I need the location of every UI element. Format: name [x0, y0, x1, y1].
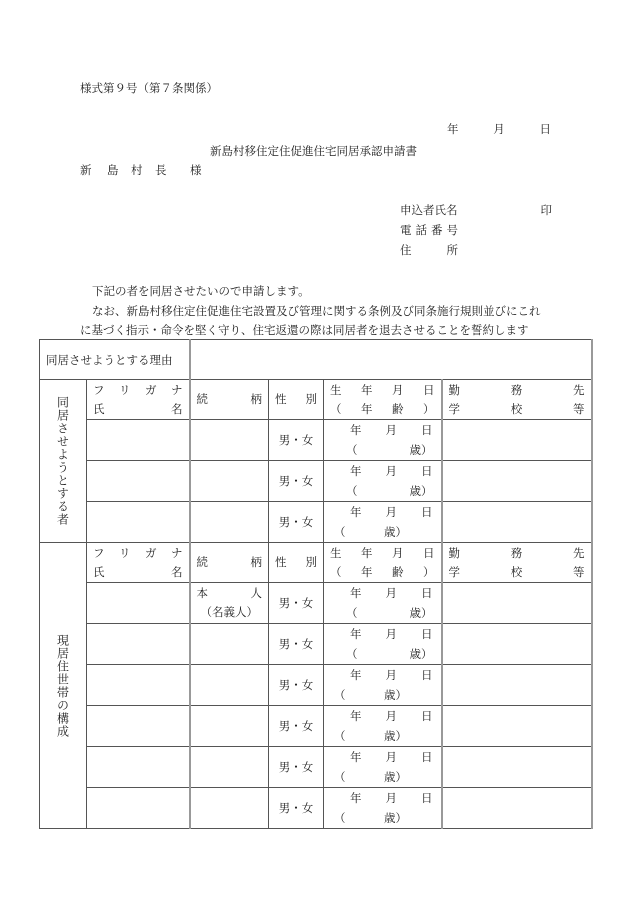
header-char: 齢 — [392, 401, 404, 416]
header-char: 年 — [361, 382, 373, 397]
reason-row — [40, 340, 592, 380]
birthdate-input[interactable] — [324, 624, 442, 665]
phone-label — [400, 222, 458, 238]
header-char: 性 — [275, 555, 287, 569]
section1-label: 同居させようとする者 — [55, 396, 70, 526]
gender-cell[interactable] — [269, 461, 324, 502]
age-close: 歳） — [409, 484, 433, 498]
month-label: 月 — [385, 709, 397, 723]
relation-input[interactable] — [190, 583, 269, 624]
col-header-name — [87, 380, 190, 420]
year-label: 年 — [350, 750, 362, 764]
year-label: 年 — [350, 586, 362, 600]
header-char: 別 — [305, 392, 317, 406]
header-char: 務 — [510, 382, 523, 397]
gender-options: 男・女 — [278, 637, 314, 651]
header-char: 日 — [423, 545, 435, 560]
relation-input[interactable] — [190, 624, 269, 665]
date-month-label: 月 — [493, 122, 505, 136]
gender-cell[interactable] — [269, 665, 324, 706]
col-header-gender — [269, 543, 324, 583]
day-label: 日 — [421, 586, 433, 600]
gender-options: 男・女 — [278, 433, 314, 447]
age-open: （ — [334, 688, 346, 702]
col-header-work — [442, 380, 592, 420]
header-char: ナ — [171, 545, 183, 560]
phone-label-char: 電 — [400, 223, 412, 237]
table-row — [40, 665, 592, 706]
header-char: 勤 — [448, 545, 460, 560]
header-char: 生 — [330, 382, 342, 397]
age-open: （ — [334, 770, 346, 784]
header-char: 日 — [423, 382, 435, 397]
name-input[interactable] — [87, 502, 190, 543]
gender-cell[interactable] — [269, 420, 324, 461]
gender-options: 男・女 — [278, 801, 314, 815]
header-char: 年 — [361, 401, 373, 416]
age-close: 歳） — [384, 729, 407, 743]
age-open: （ — [346, 606, 358, 620]
header-char: 性 — [275, 392, 287, 406]
header-char: 氏 — [93, 564, 105, 579]
gender-cell[interactable] — [269, 788, 324, 829]
phone-label-char: 号 — [446, 223, 458, 237]
gender-cell[interactable] — [269, 706, 324, 747]
month-label: 月 — [385, 791, 397, 805]
header-char: 生 — [330, 545, 342, 560]
addressee — [80, 162, 202, 178]
workplace-input[interactable] — [442, 583, 592, 624]
applicant-name-line — [400, 202, 552, 218]
header-char: 続 — [196, 392, 208, 406]
address-label — [400, 242, 458, 258]
month-label: 月 — [385, 505, 397, 519]
year-label: 年 — [350, 505, 362, 519]
header-char: ） — [423, 564, 435, 579]
gender-options: 男・女 — [278, 760, 314, 774]
workplace-input[interactable] — [442, 747, 592, 788]
header-char: 月 — [392, 382, 404, 397]
workplace-input[interactable] — [442, 624, 592, 665]
month-label: 月 — [385, 627, 397, 641]
name-input[interactable] — [87, 747, 190, 788]
birthdate-input[interactable] — [324, 583, 442, 624]
addressee-char: 新 — [80, 163, 92, 177]
col-header-relation — [190, 380, 269, 420]
addressee-char: 様 — [190, 163, 202, 177]
reason-input[interactable] — [190, 340, 592, 380]
phone-label-char: 話 — [415, 223, 427, 237]
section2-label-cell — [40, 543, 87, 829]
birthdate-input[interactable] — [324, 461, 442, 502]
body-paragraph-2: なお、新島村移住定住促進住宅設置及び管理に関する条例及び同条施行規則並びにこれ — [92, 304, 541, 318]
relation-self-note: （名義人） — [200, 605, 258, 619]
header-char: 等 — [573, 401, 585, 416]
addressee-char: 村 — [131, 163, 143, 177]
header-char: ） — [423, 401, 435, 416]
document-title: 新島村移住定住促進住宅同居承認申請書 — [210, 144, 417, 158]
header-char: 勤 — [448, 382, 460, 397]
name-input[interactable] — [87, 624, 190, 665]
header-char: 学 — [448, 564, 460, 579]
name-input[interactable] — [87, 420, 190, 461]
age-close: 歳） — [384, 770, 407, 784]
year-label: 年 — [350, 668, 362, 682]
day-label: 日 — [421, 709, 433, 723]
header-char: 学 — [448, 401, 460, 416]
date-year-label: 年 — [447, 122, 459, 136]
form-number: 様式第９号（第７条関係） — [80, 81, 218, 95]
header-char: 柄 — [250, 392, 262, 406]
gender-options: 男・女 — [278, 474, 314, 488]
name-input[interactable] — [87, 583, 190, 624]
day-label: 日 — [421, 505, 433, 519]
relation-input[interactable] — [190, 502, 269, 543]
relation-input[interactable] — [190, 706, 269, 747]
header-char: 柄 — [250, 555, 262, 569]
workplace-input[interactable] — [442, 420, 592, 461]
reason-label: 同居させようとする理由 — [40, 340, 190, 380]
col-header-gender — [269, 380, 324, 420]
age-open: （ — [346, 484, 358, 498]
birthdate-input[interactable] — [324, 420, 442, 461]
age-open: （ — [346, 647, 358, 661]
name-input[interactable] — [87, 665, 190, 706]
header-char: 校 — [510, 401, 523, 416]
age-open: （ — [334, 811, 346, 825]
age-close: 歳） — [384, 811, 407, 825]
year-label: 年 — [350, 791, 362, 805]
header-char: 続 — [196, 555, 208, 569]
year-label: 年 — [350, 464, 362, 478]
header-char: リ — [119, 545, 131, 560]
day-label: 日 — [421, 791, 433, 805]
relation-input[interactable] — [190, 788, 269, 829]
relation-input[interactable] — [190, 665, 269, 706]
header-char: 名 — [171, 401, 183, 416]
age-open: （ — [334, 729, 346, 743]
age-close: 歳） — [409, 606, 433, 620]
relation-input[interactable] — [190, 747, 269, 788]
gender-cell[interactable] — [269, 747, 324, 788]
header-char: ガ — [145, 382, 157, 397]
body-paragraph-3: に基づく指示・命令を堅く守り、住宅返還の際は同居者を退去させることを誓約します — [80, 323, 529, 337]
section1-label-cell — [40, 380, 87, 543]
body-paragraph-1: 下記の者を同居させたいので申請します。 — [92, 284, 310, 298]
table-row — [40, 583, 592, 624]
table-row — [40, 788, 592, 829]
day-label: 日 — [421, 668, 433, 682]
header-char: リ — [119, 382, 131, 397]
birthdate-input[interactable] — [324, 788, 442, 829]
relation-self-char: 人 — [250, 586, 262, 600]
header-char: ナ — [171, 382, 183, 397]
gender-cell[interactable] — [269, 624, 324, 665]
workplace-input[interactable] — [442, 788, 592, 829]
age-close: 歳） — [384, 688, 407, 702]
month-label: 月 — [385, 586, 397, 600]
relation-input[interactable] — [190, 461, 269, 502]
gender-options: 男・女 — [278, 719, 314, 733]
workplace-input[interactable] — [442, 461, 592, 502]
workplace-input[interactable] — [442, 665, 592, 706]
col-header-relation — [190, 543, 269, 583]
cohabitation-table — [39, 339, 593, 829]
birthdate-input[interactable] — [324, 502, 442, 543]
birthdate-input[interactable] — [324, 665, 442, 706]
table-row — [40, 747, 592, 788]
table-row — [40, 624, 592, 665]
name-input[interactable] — [87, 461, 190, 502]
header-char: フ — [93, 382, 105, 397]
month-label: 月 — [385, 423, 397, 437]
col-header-work — [442, 543, 592, 583]
header-char: 月 — [392, 545, 404, 560]
age-open: （ — [346, 443, 358, 457]
addressee-char: 長 — [155, 163, 167, 177]
month-label: 月 — [385, 464, 397, 478]
table-row — [40, 706, 592, 747]
address-label-char: 所 — [446, 243, 458, 257]
header-char: （ — [330, 564, 342, 579]
gender-options: 男・女 — [278, 515, 314, 529]
table-row — [40, 461, 592, 502]
relation-self — [197, 584, 263, 622]
year-label: 年 — [350, 709, 362, 723]
seal-label: 印 — [540, 203, 552, 217]
name-input[interactable] — [87, 788, 190, 829]
header-char: 先 — [573, 545, 585, 560]
col-header-name — [87, 543, 190, 583]
relation-input[interactable] — [190, 420, 269, 461]
section1-header-row — [40, 380, 592, 420]
col-header-birth — [324, 380, 442, 420]
gender-cell[interactable] — [269, 583, 324, 624]
header-char: 名 — [171, 564, 183, 579]
phone-label-char: 番 — [431, 223, 443, 237]
day-label: 日 — [421, 627, 433, 641]
header-char: 校 — [510, 564, 523, 579]
day-label: 日 — [421, 423, 433, 437]
year-label: 年 — [350, 627, 362, 641]
section2-label: 現居住世帯の構成 — [55, 633, 70, 738]
header-char: 年 — [361, 564, 373, 579]
name-input[interactable] — [87, 706, 190, 747]
header-char: 氏 — [93, 401, 105, 416]
header-char: 務 — [510, 545, 523, 560]
applicant-name-label: 申込者氏名 — [400, 203, 458, 217]
address-label-char: 住 — [400, 243, 412, 257]
date-day-label: 日 — [539, 122, 551, 136]
header-char: 別 — [305, 555, 317, 569]
age-close: 歳） — [384, 525, 407, 539]
header-char: 先 — [573, 382, 585, 397]
day-label: 日 — [421, 464, 433, 478]
age-close: 歳） — [409, 443, 433, 457]
gender-cell[interactable] — [269, 502, 324, 543]
month-label: 月 — [385, 750, 397, 764]
section2-header-row — [40, 543, 592, 583]
workplace-input[interactable] — [442, 502, 592, 543]
month-label: 月 — [385, 668, 397, 682]
table-row — [40, 502, 592, 543]
header-char: （ — [330, 401, 342, 416]
header-char: 等 — [573, 564, 585, 579]
relation-self-char: 本 — [196, 586, 208, 600]
workplace-input[interactable] — [442, 706, 592, 747]
date-line — [447, 121, 551, 137]
gender-options: 男・女 — [278, 596, 314, 610]
addressee-char: 島 — [107, 163, 119, 177]
header-char: 齢 — [392, 564, 404, 579]
age-close: 歳） — [409, 647, 433, 661]
age-open: （ — [334, 525, 346, 539]
birthdate-input[interactable] — [324, 706, 442, 747]
col-header-birth — [324, 543, 442, 583]
header-char: フ — [93, 545, 105, 560]
header-char: ガ — [145, 545, 157, 560]
header-char: 年 — [361, 545, 373, 560]
gender-options: 男・女 — [278, 678, 314, 692]
day-label: 日 — [421, 750, 433, 764]
year-label: 年 — [350, 423, 362, 437]
table-row — [40, 420, 592, 461]
birthdate-input[interactable] — [324, 747, 442, 788]
